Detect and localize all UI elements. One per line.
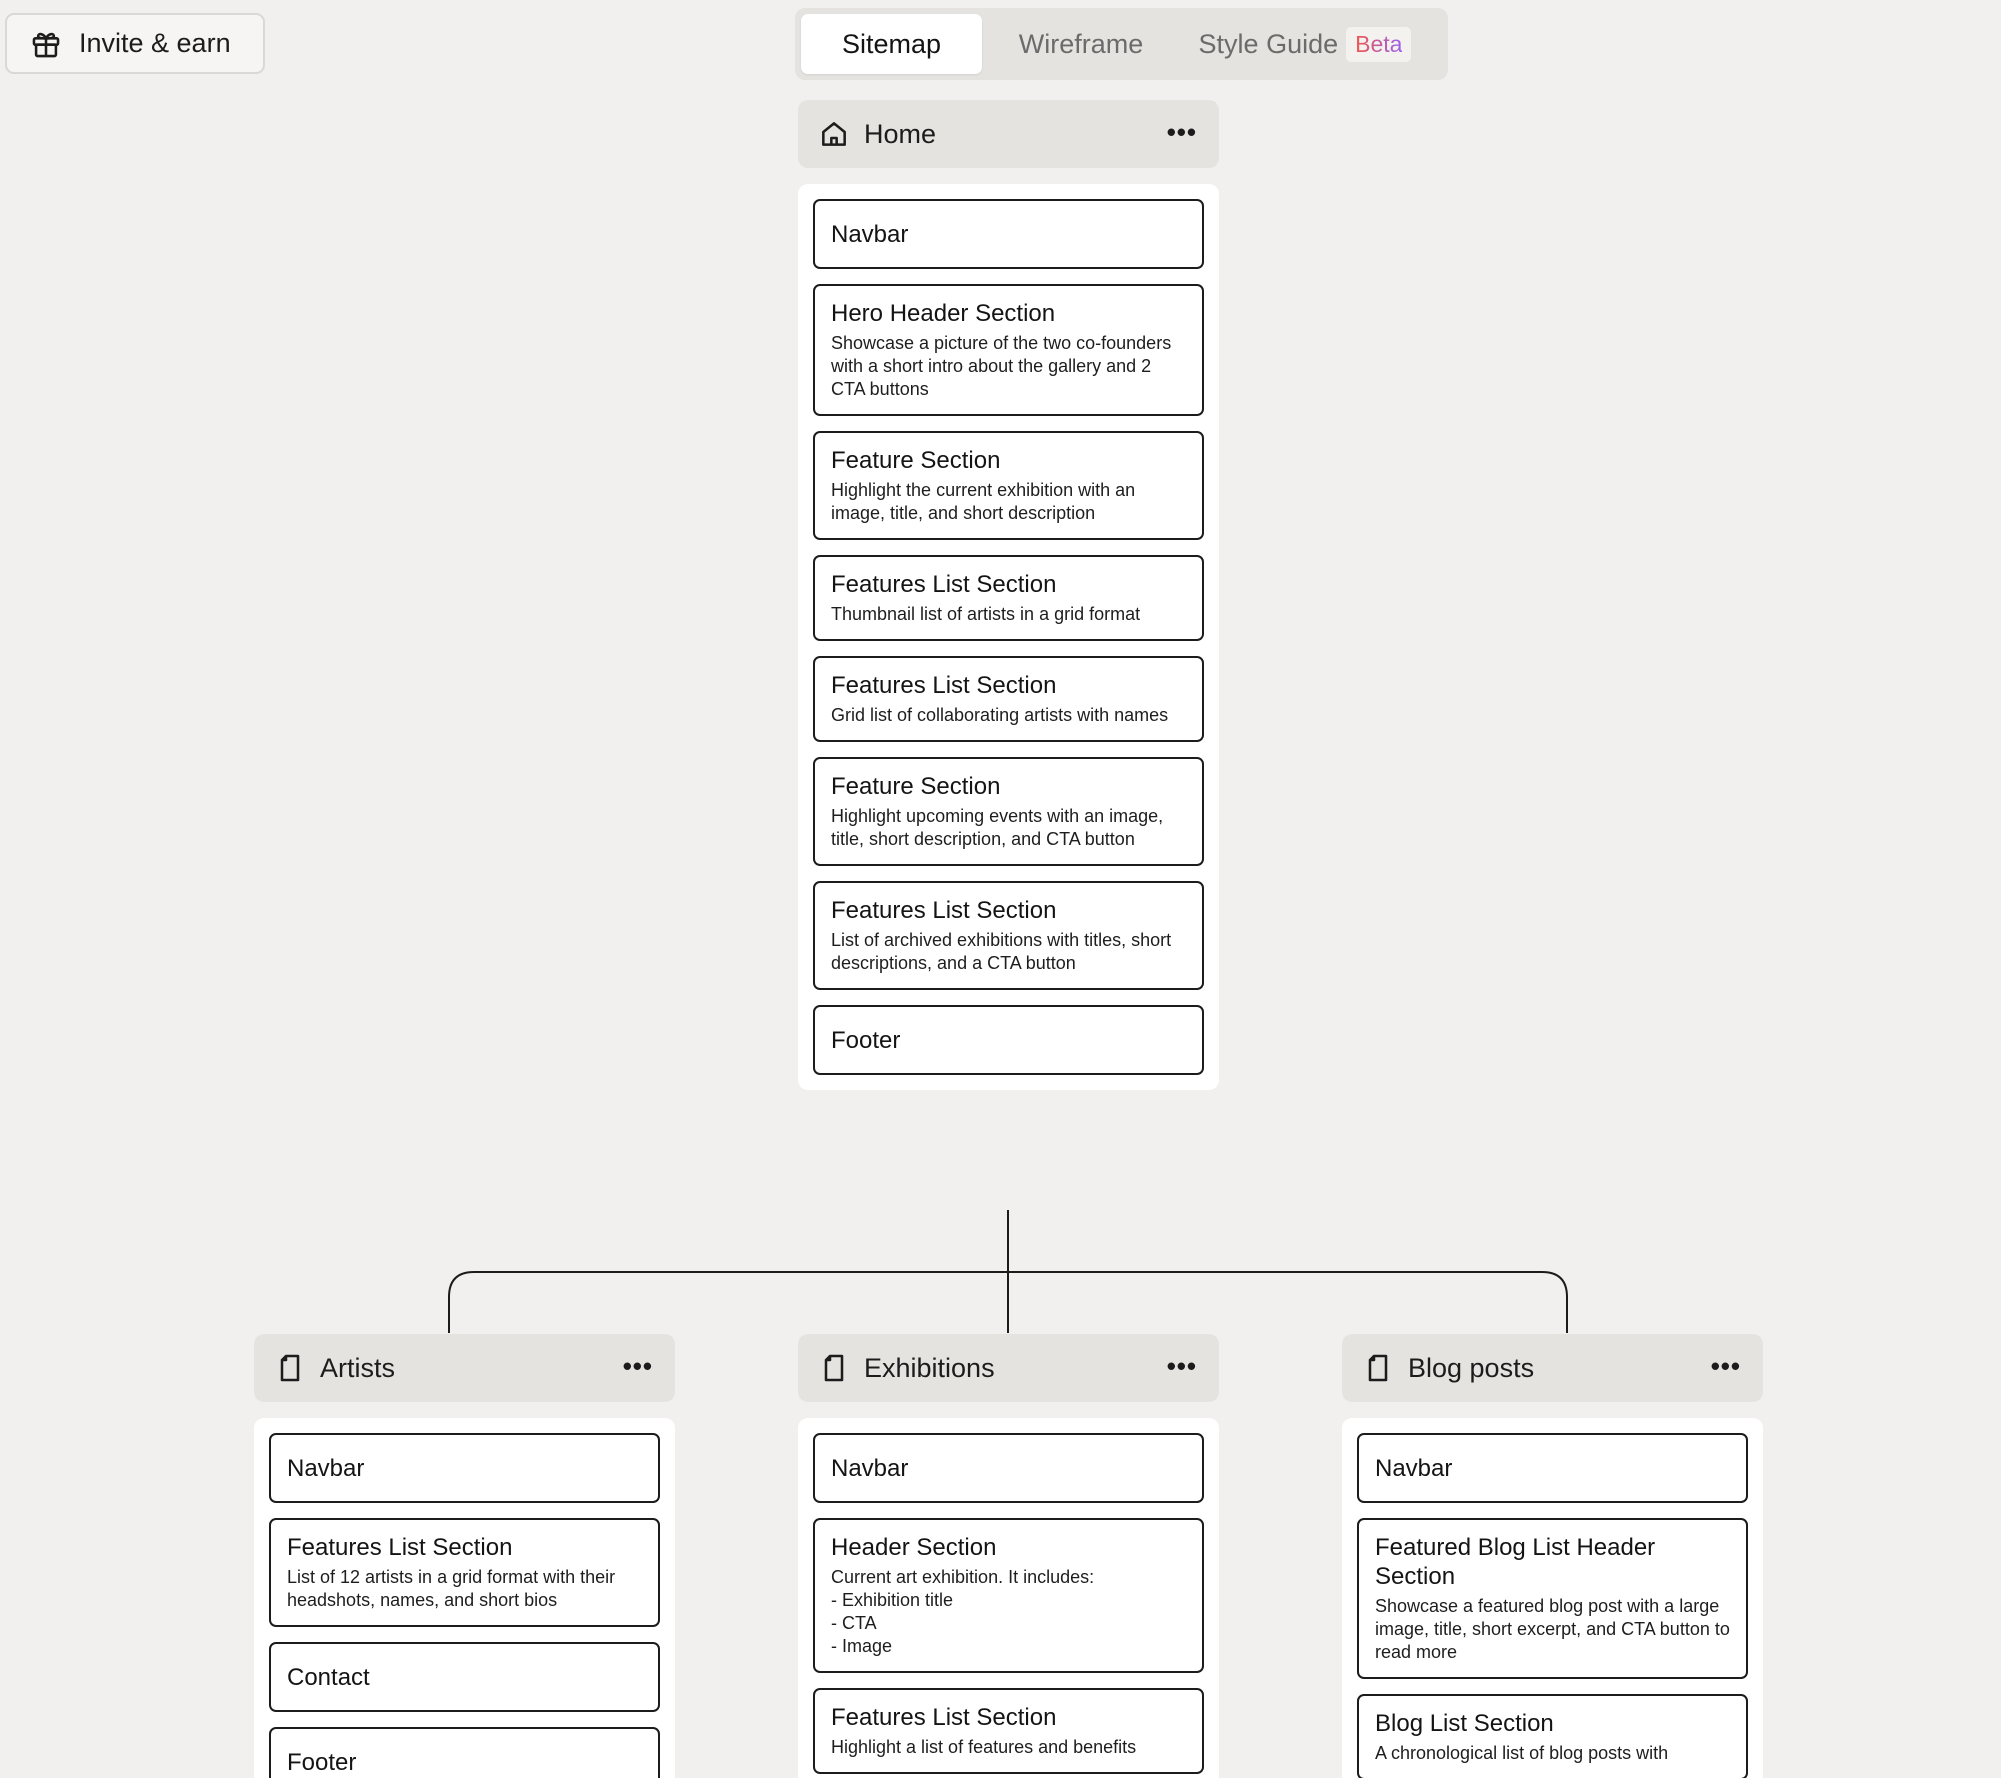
page-icon xyxy=(274,1352,306,1384)
more-options-icon[interactable]: ••• xyxy=(622,1351,653,1381)
beta-badge-text: Beta xyxy=(1355,30,1403,57)
section-description: List of archived exhibitions with titles, short descriptions, and a CTA button xyxy=(831,930,1172,973)
section-card[interactable] xyxy=(269,1727,660,1778)
section-card[interactable] xyxy=(1357,1518,1748,1679)
tab-wireframe-label: Wireframe xyxy=(1018,28,1144,59)
section-card[interactable] xyxy=(813,1005,1204,1075)
section-card[interactable] xyxy=(813,1433,1204,1503)
section-card[interactable] xyxy=(813,199,1204,269)
section-card[interactable] xyxy=(813,431,1204,540)
page-body-home xyxy=(798,184,1219,1090)
section-card[interactable] xyxy=(813,656,1204,742)
page-body-exhibitions xyxy=(798,1418,1219,1778)
more-options-icon[interactable]: ••• xyxy=(1710,1351,1741,1381)
section-title: Navbar xyxy=(831,220,909,248)
section-description: List of 12 artists in a grid format with their headshots, names, and short bios xyxy=(287,1567,616,1610)
section-description: Highlight a list of features and benefits xyxy=(831,1737,1137,1757)
section-description: Showcase a featured blog post with a large image, title, short excerpt, and CTA button to read more xyxy=(1375,1596,1730,1662)
section-title: Features List Section xyxy=(831,672,1057,699)
page-title-home: Home xyxy=(864,118,937,149)
section-card[interactable] xyxy=(269,1518,660,1627)
section-title: Features List Section xyxy=(831,571,1057,598)
page-title-artists: Artists xyxy=(320,1352,396,1383)
section-description: Current art exhibition. It includes: - Exhibition title - CTA - Image xyxy=(831,1567,1095,1656)
section-title: Hero Header Section xyxy=(831,300,1056,327)
section-title: Features List Section xyxy=(287,1534,513,1561)
page-header-artists[interactable] xyxy=(254,1334,675,1402)
page-icon xyxy=(818,1352,850,1384)
section-card[interactable] xyxy=(813,881,1204,990)
section-description: A chronological list of blog posts with xyxy=(1375,1743,1669,1763)
page-title-exhibitions: Exhibitions xyxy=(864,1352,995,1383)
page-body-artists xyxy=(254,1418,675,1778)
section-title: Navbar xyxy=(1375,1454,1453,1482)
page-title-blog-posts: Blog posts xyxy=(1408,1352,1535,1383)
page-header-exhibitions[interactable] xyxy=(798,1334,1219,1402)
section-description: Showcase a picture of the two co-founders with a short intro about the gallery and 2 CTA buttons xyxy=(831,333,1172,399)
page-header-home[interactable] xyxy=(798,100,1219,168)
section-card[interactable] xyxy=(1357,1433,1748,1503)
page-body-blog-posts xyxy=(1342,1418,1763,1778)
section-title: Feature Section xyxy=(831,773,1001,800)
section-title: Footer xyxy=(287,1748,357,1776)
section-title: Features List Section xyxy=(831,1704,1057,1731)
section-title: Header Section xyxy=(831,1534,997,1561)
section-title: Navbar xyxy=(831,1454,909,1482)
section-card[interactable] xyxy=(269,1642,660,1712)
home-icon xyxy=(818,118,850,150)
page-icon xyxy=(1362,1352,1394,1384)
section-description: Grid list of collaborating artists with names xyxy=(831,705,1169,725)
section-card[interactable] xyxy=(269,1433,660,1503)
section-card[interactable] xyxy=(813,1688,1204,1774)
section-card[interactable] xyxy=(813,757,1204,866)
section-title: Blog List Section xyxy=(1375,1710,1554,1737)
section-title: Featured Blog List Header Section xyxy=(1375,1534,1656,1590)
page-header-blog-posts[interactable] xyxy=(1342,1334,1763,1402)
section-card[interactable] xyxy=(813,1518,1204,1673)
section-card[interactable] xyxy=(813,555,1204,641)
section-title: Features List Section xyxy=(831,897,1057,924)
section-title: Contact xyxy=(287,1663,370,1691)
section-card[interactable] xyxy=(813,284,1204,416)
section-description: Highlight the current exhibition with an image, title, and short description xyxy=(831,480,1136,523)
section-description: Highlight upcoming events with an image, title, short description, and CTA button xyxy=(831,806,1164,849)
tab-sitemap-label: Sitemap xyxy=(841,28,942,59)
section-description: Thumbnail list of artists in a grid format xyxy=(831,604,1141,624)
invite-earn-label: Invite & earn xyxy=(79,28,231,58)
more-options-icon[interactable]: ••• xyxy=(1166,1351,1197,1381)
more-options-icon[interactable]: ••• xyxy=(1166,117,1197,147)
section-title: Footer xyxy=(831,1026,901,1054)
tab-style-guide-label: Style Guide xyxy=(1198,28,1339,59)
section-title: Navbar xyxy=(287,1454,365,1482)
section-card[interactable] xyxy=(1357,1694,1748,1778)
section-title: Feature Section xyxy=(831,447,1001,474)
